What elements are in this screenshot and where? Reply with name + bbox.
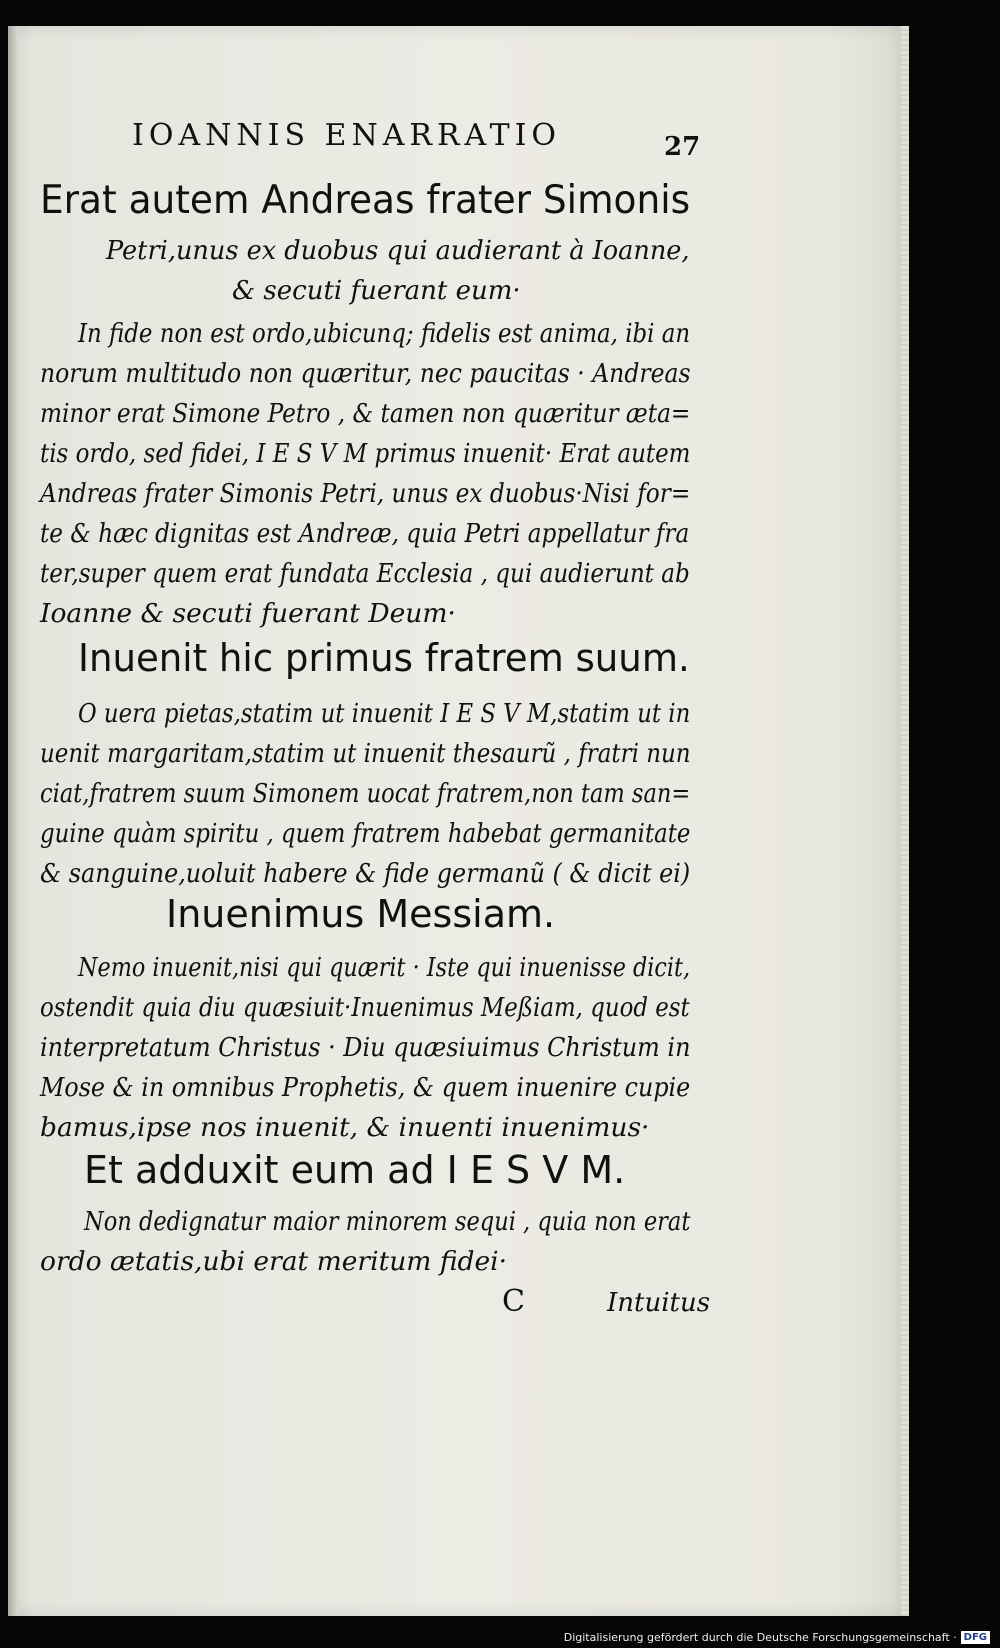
text-line: Mose & in omnibus Prophetis, & quem inuenire cupie [40, 1072, 691, 1103]
dfg-logo[interactable]: DFG [961, 1631, 990, 1644]
section-heading: Inuenimus Messiam. [166, 892, 556, 936]
running-title: IOANNIS ENARRATIO [132, 118, 562, 153]
section-subheading-line: Petri,unus ex duobus qui audierant à Ioanne, [106, 236, 690, 266]
text-line: Andreas frater Simonis Petri, unus ex duobus·Nisi for= [40, 478, 691, 509]
text-line: Ioanne & secuti fuerant Deum· [40, 598, 456, 629]
section-heading: Erat autem Andreas frater Simonis [40, 178, 691, 223]
page-gutter [8, 26, 18, 1616]
text-line: interpretatum Christus · Diu quæsiuimus Christum in [40, 1032, 691, 1063]
text-line: ostendit quia diu quæsiuit·Inuenimus Meßiam, quod est [40, 992, 690, 1023]
page-edge [901, 26, 909, 1616]
text-line: tis ordo, sed fidei, I E S V M primus inuenit· Erat autem [40, 438, 691, 469]
section-subheading-line: & secuti fuerant eum· [232, 276, 521, 306]
text-line: ciat,fratrem suum Simonem uocat fratrem,non tam san= [40, 778, 691, 809]
credit-text: Digitalisierung gefördert durch die Deutsche Forschungsgemeinschaft · [563, 1631, 957, 1644]
text-line: norum multitudo non quæritur, nec paucitas · Andreas [40, 358, 691, 389]
text-line: O uera pietas,statim ut inuenit I E S V M,statim ut in [78, 698, 691, 729]
text-line: bamus,ipse nos inuenit, & inuenti inuenimus· [40, 1112, 650, 1143]
text-line: & sanguine,uoluit habere & fide germanũ ( & dicit ei) [40, 858, 691, 889]
catchword: Intuitus [607, 1288, 711, 1318]
text-line: Nemo inuenit,nisi qui quærit · Iste qui inuenisse dicit, [78, 952, 691, 983]
text-line: In fide non est ordo,ubicunq; fidelis est anima, ibi an [78, 318, 691, 349]
page-number: 27 [664, 132, 701, 162]
text-line: ordo ætatis,ubi erat meritum fidei· [40, 1246, 508, 1277]
section-heading: Inuenit hic primus fratrem suum. [78, 636, 690, 680]
text-line: minor erat Simone Petro , & tamen non quæritur æta= [40, 398, 691, 429]
text-line: Non dedignatur maior minorem sequi , quia non erat [84, 1206, 691, 1237]
digitization-credit [564, 1631, 990, 1644]
text-line: uenit margaritam,statim ut inuenit thesaurũ , fratri nun [40, 738, 691, 769]
text-line: ter,super quem erat fundata Ecclesia , qui audierunt ab [40, 558, 690, 589]
text-line: te & hæc dignitas est Andreæ, quia Petri appellatur fra [40, 518, 690, 549]
section-heading: Et adduxit eum ad I E S V M. [84, 1148, 626, 1192]
signature-mark: C [502, 1284, 525, 1319]
text-line: guine quàm spiritu , quem fratrem habebat germanitate [40, 818, 691, 849]
